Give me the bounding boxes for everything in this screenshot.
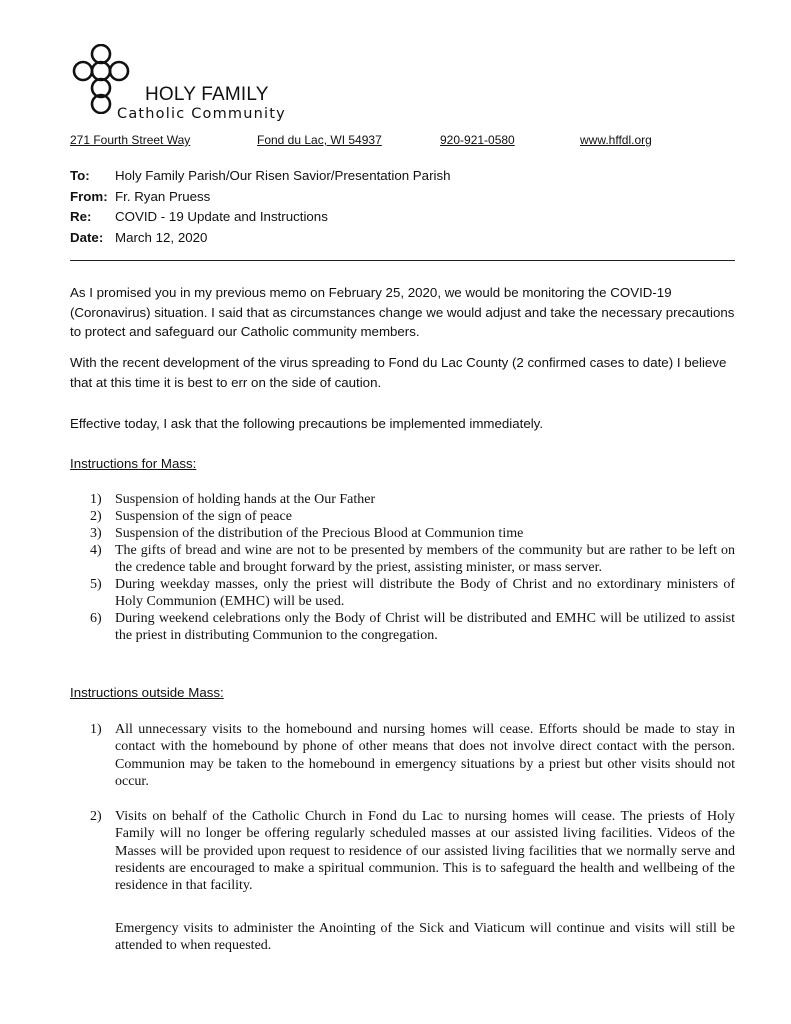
holy-family-logo-icon bbox=[70, 44, 132, 114]
mass-instructions-list bbox=[90, 491, 735, 644]
list-item-number: 1) bbox=[90, 492, 102, 507]
list-item bbox=[90, 491, 735, 508]
list-item-number: 1) bbox=[90, 722, 102, 737]
list-item-number: 6) bbox=[90, 611, 102, 626]
memo-from-label: From: bbox=[70, 188, 108, 204]
list-item bbox=[90, 808, 735, 894]
body-paragraph-2: With the recent development of the virus spreading to Fond du Lac County (2 confirmed cases to date) I believe that at this time it is best to err on the side of caution. bbox=[70, 355, 727, 390]
memo-to-value: Holy Family Parish/Our Risen Savior/Presentation Parish bbox=[115, 168, 451, 183]
outside-mass-list bbox=[90, 721, 735, 895]
list-item bbox=[90, 721, 735, 790]
mass-instructions-heading: Instructions for Mass: bbox=[70, 456, 197, 471]
city: Fond du Lac, WI 54937 bbox=[257, 133, 382, 147]
memo-to-row bbox=[70, 166, 451, 187]
list-item-number: 4) bbox=[90, 543, 102, 558]
list-item-text: All unnecessary visits to the homebound and nursing homes will cease. Efforts should be made to stay in contact with the homebound by phone of other means that does not involve direct contact with the person. Communion may be taken to the homebound in emergency situations by a priest but other visits should not occur. bbox=[115, 722, 735, 789]
memo-re-value: COVID - 19 Update and Instructions bbox=[115, 209, 328, 224]
list-item-text: Suspension of holding hands at the Our Father bbox=[115, 492, 376, 507]
body-paragraph-1: As I promised you in my previous memo on February 25, 2020, we would be monitoring the COVID-19 (Coronavirus) situation. I said that as circumstances change we would adjust and take the necessary precautions to protect and safeguard our Catholic community members. bbox=[70, 285, 735, 339]
list-item-text: During weekend celebrations only the Body of Christ will be distributed and EMHC will be utilized to assist the priest in distributing Communion to the congregation. bbox=[115, 611, 735, 643]
memo-to-label: To: bbox=[70, 168, 90, 183]
memo-re-row bbox=[70, 207, 451, 228]
list-item-text: The gifts of bread and wine are not to be presented by members of the community but are rather to be left on the credence table and brought forward by the priest, assisting minister, or mass server. bbox=[115, 543, 735, 575]
list-item-number: 5) bbox=[90, 577, 102, 592]
org-name: HOLY FAMILY bbox=[145, 84, 269, 105]
list-item bbox=[90, 542, 735, 576]
list-item-number: 2) bbox=[90, 809, 102, 825]
list-item bbox=[90, 508, 735, 525]
memo-from-value: Fr. Ryan Pruess bbox=[115, 188, 211, 204]
list-item-number: 3) bbox=[90, 526, 102, 541]
body-paragraph-3: Effective today, I ask that the following precautions be implemented immediately. bbox=[70, 416, 544, 431]
memo-date-label: Date: bbox=[70, 229, 104, 245]
outside-mass-heading: Instructions outside Mass: bbox=[70, 685, 224, 700]
memo-date-value: March 12, 2020 bbox=[115, 229, 208, 245]
closing-paragraph: Emergency visits to administer the Anointing of the Sick and Viaticum will continue and visits will still be attended to when requested. bbox=[115, 921, 735, 954]
header-divider bbox=[70, 260, 735, 261]
phone: 920-921-0580 bbox=[440, 133, 515, 147]
list-item-text: During weekday masses, only the priest will distribute the Body of Christ and no extordinary ministers of Holy Communion (EMHC) will be used. bbox=[115, 577, 735, 609]
website-link[interactable]: www.hffdl.org bbox=[580, 133, 652, 147]
list-item-text: Visits on behalf of the Catholic Church in Fond du Lac to nursing homes will cease. The priests of Holy Family will no longer be offering regularly scheduled masses at our assisted living facilities. Videos of the Masses will be provided upon request to residence of our assisted living facilities that we normally serve and residents are encouraged to make a spiritual communion. This is to safeguard the health and wellbeing of the residence in that facility. bbox=[115, 809, 735, 894]
list-item-number: 2) bbox=[90, 509, 102, 524]
list-item bbox=[90, 525, 735, 542]
address: 271 Fourth Street Way bbox=[70, 133, 191, 147]
list-item bbox=[90, 576, 735, 610]
memo-re-label: Re: bbox=[70, 209, 92, 224]
memo-date-row bbox=[70, 228, 451, 249]
org-subtitle: Catholic Community bbox=[117, 106, 286, 122]
list-item bbox=[90, 610, 735, 644]
list-item-text: Suspension of the sign of peace bbox=[115, 509, 292, 524]
memo-header bbox=[70, 166, 451, 248]
list-item-text: Suspension of the distribution of the Precious Blood at Communion time bbox=[115, 526, 524, 541]
memo-from-row bbox=[70, 187, 451, 208]
